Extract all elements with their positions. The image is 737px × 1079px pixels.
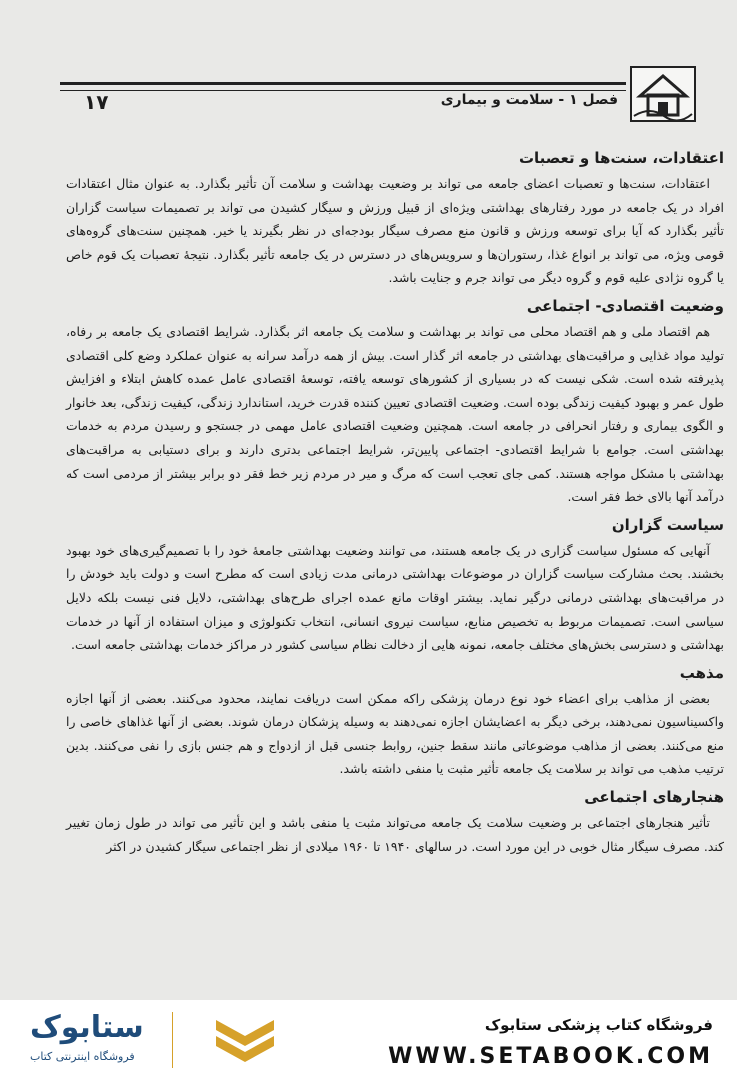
section-paragraph: اعتقادات، سنت‌ها و تعصبات اعضای جامعه می تواند بر وضعیت بهداشت و سلامت آن تأثیر بگذارد. به عنوان مثال اعتقادات افراد در یک جامعه در مورد رفتارهای بهداشتی ویژه‌ای از قبیل ورزش و سیگار کشیدن می تواند بر تصمیمات سیاست گزاران تأثیر بگذارد که آیا برای توسعه ورزش و قانون منع مصرف سیگار بودجه‌ای در نظر بگیرند یا خیر. همچنین سنت‌های گروه‌های قومی ویژه، می تواند بر انواع غذا، رستوران‌ها و سرویس‌های در دسترس در یک جامعه تأثیر بگذارد. نتیجهٔ تعصبات یک قوم خاص یا گروه نژادی علیه قوم و گروه دیگر می تواند جرم و جنایت باشد. <box>66 176 724 286</box>
section-heading: مذهب <box>679 663 724 682</box>
logo-subtitle: فروشگاه اینترنتی کتاب <box>30 1050 135 1063</box>
section-policy-makers <box>66 515 724 657</box>
page-number: ۱۷ <box>84 90 109 114</box>
section-paragraph: تأثیر هنجارهای اجتماعی بر وضعیت سلامت یک جامعه می‌تواند مثبت یا منفی باشد و این تأثیر می تواند در طول زمان تغییر کند. مصرف سیگار مثال خوبی در این مورد است. در سالهای ۱۹۴۰ تا ۱۹۶۰ میلادی از نظر اجتماعی سیگار کشیدن در اکثر <box>66 815 724 854</box>
section-heading: اعتقادات، سنت‌ها و تعصبات <box>518 149 724 167</box>
footer-divider <box>172 1012 173 1068</box>
section-social-norms <box>66 787 724 858</box>
header-rule <box>60 82 626 85</box>
page-header <box>60 72 710 118</box>
section-paragraph: بعضی از مذاهب برای اعضاء خود نوع درمان پزشکی راکه ممکن است دریافت نمایند، محدود می‌کنند. بعضی از آنها اجازه واکسیناسیون نمی‌دهند، برخی دیگر به اعضایشان اجازه نمی‌دهند به وسیله پزشکان درمان شوند. بعضی از آنها غذاهای خاصی را منع می‌کنند. بعضی از مذاهب موضوعاتی مانند سقط جنین، روابط جنسی قبل از ازدواج و هم جنس بازی را نفی می‌کنند. بدین ترتیب مذهب می تواند بر سلامت یک جامعه تأثیر مثبت یا منفی داشته باشد. <box>66 690 724 777</box>
header-rule-thin <box>60 90 626 91</box>
section-heading: سیاست گزاران <box>611 515 724 534</box>
logo-text: ستابوک <box>30 1010 144 1045</box>
section-beliefs <box>66 148 724 290</box>
section-heading: وضعیت اقتصادی- اجتماعی <box>526 296 724 315</box>
section-paragraph: آنهایی که مسئول سیاست گزاری در یک جامعه هستند، می توانند وضعیت بهداشتی جامعهٔ خود را با تصمیم‌گیری‌های خود بهبود بخشند. بحث مشارکت سیاست گزاران در موضوعات بهداشتی درمانی مدت زیادی است که مطرح است و دولت باید خودش را در مراقبت‌های بهداشتی درمانی درگیر نماید. بیشتر اوقات مانع عمده اجرای طرح‌های بهداشتی، دلایل فنی نیست بلکه دلایل سیاسی است. تصمیمات مربوط به تخصیص منابع، سیاست نیروی انسانی، انتخاب تکنولوژی و میزان استفاده از آنها در خدمات بهداشتی و دسترسی بخش‌های مختلف جامعه، نمونه هایی از دخالت نظام سیاسی کشور در مراکز خدمات بهداشتی جامعه است. <box>66 542 724 653</box>
footer-banner <box>0 1000 737 1079</box>
chevron-logo-icon <box>212 1016 278 1064</box>
shop-name: فروشگاه کتاب پزشکی ستابوک <box>484 1016 713 1034</box>
section-paragraph: هم اقتصاد ملی و هم اقتصاد محلی می تواند بر بهداشت و سلامت یک جامعه اثر بگذارد. شرایط اقتصادی یک جامعه بر رفاه، تولید مواد غذایی و مراقبت‌های بهداشتی در جامعه اثر گذار است. بیش از همه درآمد سرانه به عنوان عملکرد وضع کلی اقتصادی پذیرفته شده است. شکی نیست که در بسیاری از کشورهای توسعه یافته، توسعهٔ اقتصادی عامل عمده کاهش ابتلاء و افزایش طول عمر و بهبود کیفیت زندگی بوده است. وضعیت اقتصادی تعیین کننده قدرت خرید، استاندارد زندگی، کیفیت زندگی، بعد خانوار و الگوی بیماری و رفتار انحرافی در جامعه است. همچنین وضعیت اقتصادی عامل مهمی در جستجو و رسیدن مردم به خدمات بهداشتی است. جوامع با شرایط اقتصادی- اجتماعی پایین‌تر، شرایط اجتماعی بدتری دارند و برای دستیابی به مراقبت‌های بهداشتی با مشکل مواجه هستند. کمی جای تعجب است که مرگ و میر در مردم زیر خط فقر دو برابر بیشتر از مردمی است که درآمد آنها بالای خط فقر است. <box>66 323 724 505</box>
section-heading: هنجارهای اجتماعی <box>584 788 724 807</box>
house-icon <box>630 66 696 122</box>
chapter-title: فصل ۱ - سلامت و بیماری <box>440 92 618 108</box>
section-religion <box>66 663 724 781</box>
website-url[interactable]: WWW.SETABOOK.COM <box>388 1044 713 1069</box>
section-socioeconomic <box>66 296 724 509</box>
page-content <box>66 148 724 864</box>
